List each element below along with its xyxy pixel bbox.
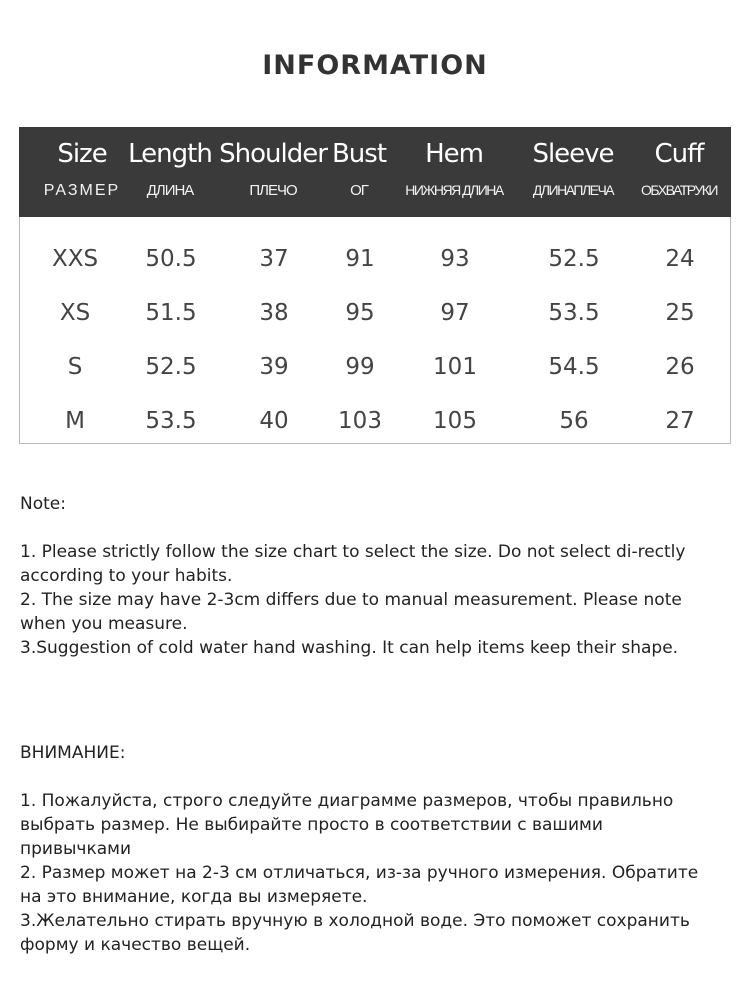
header-label-ru: ОБХВАТРУКИ	[641, 182, 717, 198]
cell-sleeve: 56	[559, 408, 589, 434]
cell-shoulder: 38	[259, 300, 289, 326]
page-title: INFORMATION	[262, 50, 488, 81]
cell-length: 51.5	[145, 300, 197, 326]
header-size	[27, 127, 137, 217]
note-section	[20, 492, 710, 660]
header-label-en: Hem	[425, 139, 483, 169]
header-label-ru: РАЗМЕР	[43, 182, 121, 199]
cell-cuff: 24	[665, 246, 695, 272]
header-hem	[391, 127, 517, 217]
table-row	[20, 394, 730, 448]
cell-cuff: 25	[665, 300, 695, 326]
cell-sleeve: 54.5	[548, 354, 600, 380]
header-bust	[327, 127, 391, 217]
cell-cuff: 27	[665, 408, 695, 434]
header-length	[123, 127, 217, 217]
cell-bust: 95	[345, 300, 375, 326]
header-shoulder	[217, 127, 329, 217]
note-item: 2. The size may have 2-3cm differs due to manual measurement. Please note when you measure.	[20, 590, 682, 634]
header-label-en: Shoulder	[219, 139, 327, 169]
cell-hem: 97	[440, 300, 470, 326]
cell-hem: 93	[440, 246, 470, 272]
note-heading: Note:	[20, 494, 66, 514]
size-chart-table	[19, 127, 731, 444]
attention-item: 2. Размер может на 2-3 см отличаться, из-за ручного измерения. Обратите на это внимание, когда вы измеряете.	[20, 863, 699, 907]
header-label-en: Cuff	[654, 139, 704, 169]
cell-bust: 91	[345, 246, 375, 272]
attention-section	[20, 741, 710, 957]
attention-item: 1. Пожалуйста, строго следуйте диаграмме размеров, чтобы правильно выбрать размер. Не выбирайте просто в соответствии с вашими привычками	[20, 791, 674, 859]
cell-bust: 99	[345, 354, 375, 380]
cell-size: XXS	[51, 246, 99, 272]
cell-size: XS	[59, 300, 91, 326]
header-sleeve	[517, 127, 629, 217]
table-row	[20, 340, 730, 394]
table-header	[19, 127, 731, 217]
cell-length: 53.5	[145, 408, 197, 434]
cell-cuff: 26	[665, 354, 695, 380]
cell-size: M	[65, 408, 85, 434]
note-item: 3.Suggestion of cold water hand washing. It can help items keep their shape.	[20, 638, 679, 658]
header-label-ru: ПЛЕЧО	[249, 182, 297, 199]
header-label-en: Length	[128, 139, 212, 169]
attention-item: 3.Желательно стирать вручную в холодной воде. Это поможет сохранить форму и качество вещей.	[20, 911, 690, 955]
cell-shoulder: 37	[259, 246, 289, 272]
cell-hem: 101	[433, 354, 477, 380]
attention-heading: ВНИМАНИЕ:	[20, 743, 126, 763]
header-label-en: Sleeve	[532, 139, 614, 169]
header-label-ru: ОГ	[350, 182, 368, 199]
header-cuff	[629, 127, 729, 217]
cell-length: 52.5	[145, 354, 197, 380]
header-label-en: Bust	[331, 139, 387, 169]
cell-shoulder: 39	[259, 354, 289, 380]
header-label-ru: ДЛИНА	[146, 182, 194, 199]
cell-shoulder: 40	[259, 408, 289, 434]
cell-sleeve: 52.5	[548, 246, 600, 272]
header-label-ru: НИЖНЯЯ ДЛИНА	[405, 182, 503, 198]
table-row	[20, 286, 730, 340]
cell-sleeve: 53.5	[548, 300, 600, 326]
table-row	[20, 232, 730, 286]
note-item: 1. Please strictly follow the size chart to select the size. Do not select di-rectly according to your habits.	[20, 542, 686, 586]
cell-bust: 103	[338, 408, 382, 434]
header-label-ru: ДЛИНАПЛЕЧА	[532, 182, 614, 198]
header-label-en: Size	[57, 139, 107, 169]
cell-hem: 105	[433, 408, 477, 434]
cell-size: S	[67, 354, 83, 380]
cell-length: 50.5	[145, 246, 197, 272]
